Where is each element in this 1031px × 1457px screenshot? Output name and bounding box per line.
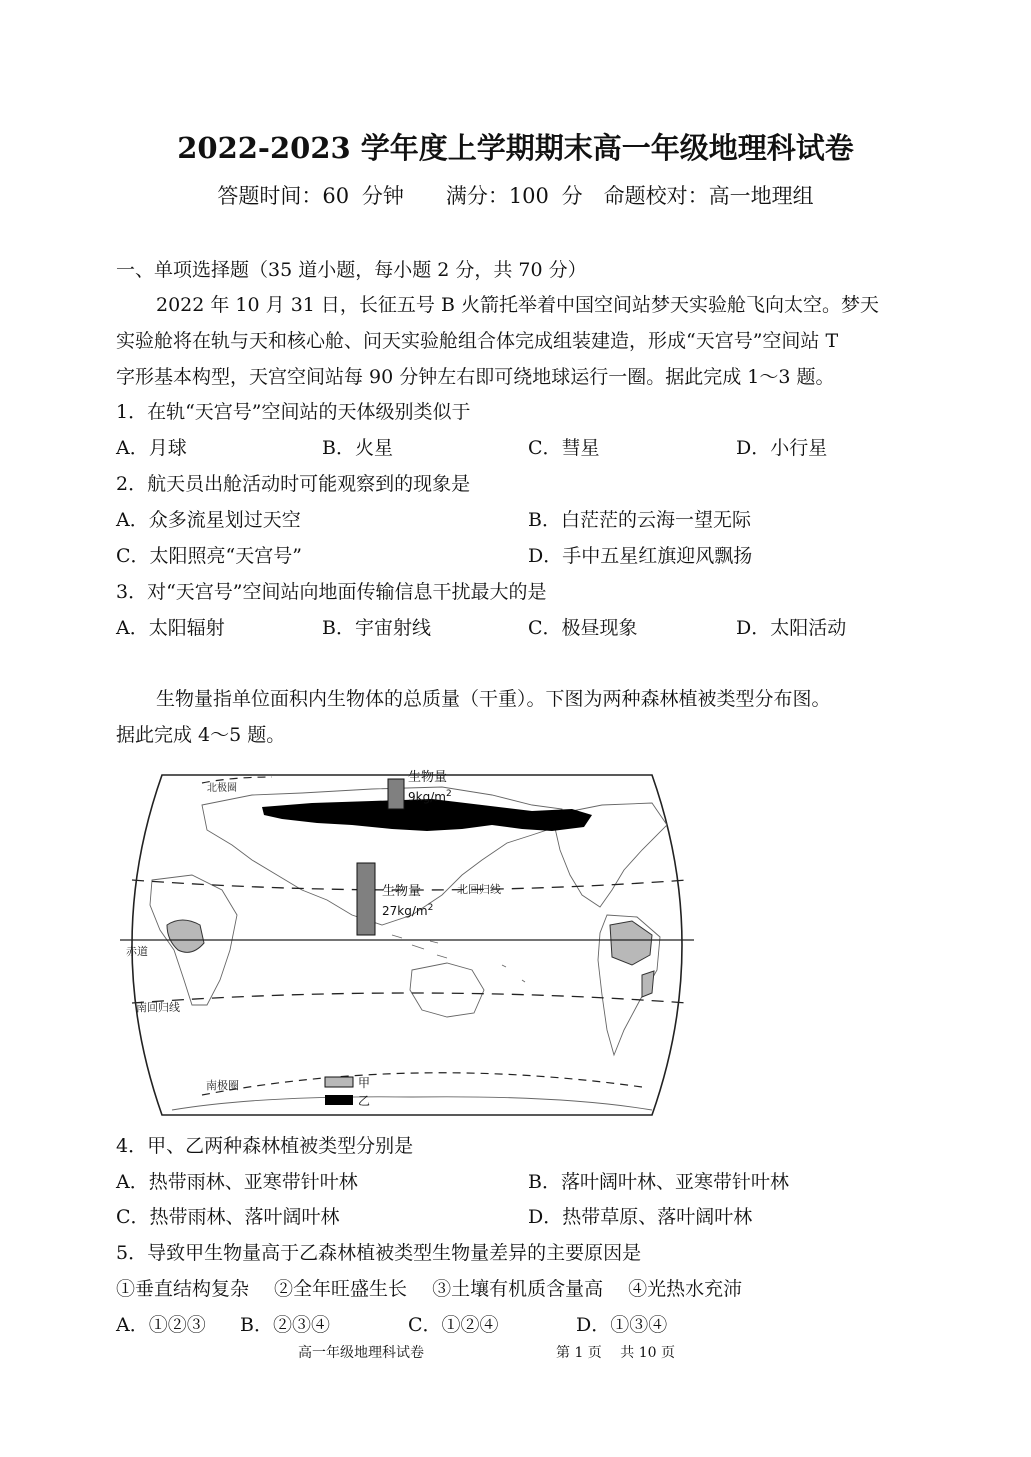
question-5-stem: 5．导致甲生物量高于乙森林植被类型生物量差异的主要原因是	[116, 1242, 642, 1264]
question-1-stem: 1．在轨“天宫号”空间站的天体级别类似于	[116, 401, 471, 423]
biomass-label: 生物量	[408, 770, 448, 785]
biomass-label: 生物量	[382, 884, 422, 899]
section-heading: 一、单项选择题（35 道小题，每小题 2 分，共 70 分）	[116, 259, 587, 281]
question-4-stem: 4．甲、乙两种森林植被类型分别是	[116, 1135, 414, 1157]
exam-subtitle: 答题时间：60 分钟 满分：100 分 命题校对：高一地理组	[217, 184, 814, 208]
option[interactable]: A．太阳辐射	[116, 617, 225, 639]
option[interactable]: D．手中五星红旗迎风飘扬	[528, 545, 753, 567]
option[interactable]: B．火星	[322, 437, 393, 459]
option[interactable]: C．太阳照亮“天宫号”	[116, 545, 302, 567]
passage-line: 2022 年 10 月 31 日，长征五号 B 火箭托举着中国空间站梦天实验舱飞向太空。梦天	[156, 294, 879, 316]
option[interactable]: A．热带雨林、亚寒带针叶林	[116, 1171, 358, 1193]
option[interactable]: D．小行星	[736, 437, 828, 459]
option[interactable]: B．宇宙射线	[322, 617, 431, 639]
option[interactable]: C．热带雨林、落叶阔叶林	[116, 1206, 340, 1228]
legend-swatch-yi	[325, 1095, 353, 1105]
option[interactable]: D．热带草原、落叶阔叶林	[528, 1206, 753, 1228]
exam-title: 2022-2023 学年度上学期期末高一年级地理科试卷	[177, 131, 854, 165]
biomass-bar-yi	[388, 779, 404, 809]
label-equator: 赤道	[126, 945, 148, 958]
question-5-statements: ①垂直结构复杂 ②全年旺盛生长 ③土壤有机质含量高 ④光热水充沛	[116, 1278, 743, 1300]
footer-left: 高一年级地理科试卷	[298, 1345, 424, 1361]
label-arctic-circle: 北极圈	[207, 783, 237, 794]
option[interactable]: A．众多流星划过天空	[116, 509, 301, 531]
option[interactable]: A．①②③	[116, 1314, 206, 1336]
passage-line: 实验舱将在轨与天和核心舱、问天实验舱组合体完成组装建造，形成“天宫号”空间站 T	[116, 330, 839, 352]
passage-line: 字形基本构型，天宫空间站每 90 分钟左右即可绕地球运行一圈。据此完成 1～3 题。	[116, 366, 835, 388]
option[interactable]: C．①②④	[408, 1314, 499, 1336]
forest-distribution-map	[112, 765, 702, 1125]
option[interactable]: B．②③④	[240, 1314, 330, 1336]
option[interactable]: A．月球	[116, 437, 187, 459]
legend-label-jia: 甲	[358, 1076, 371, 1090]
option[interactable]: C．极昼现象	[528, 617, 638, 639]
footer-page-number: 第 1 页 共 10 页	[556, 1345, 675, 1361]
biomass-value: $27kg/m^2$	[382, 903, 434, 918]
passage-line: 生物量指单位面积内生物体的总质量（干重）。下图为两种森林植被类型分布图。	[156, 688, 831, 710]
option[interactable]: D．太阳活动	[736, 617, 847, 639]
legend-label-yi: 乙	[358, 1094, 371, 1108]
biomass-bar-jia	[357, 863, 375, 935]
label-antarctic-circle: 南极圈	[206, 1079, 239, 1092]
option[interactable]: B．落叶阔叶林、亚寒带针叶林	[528, 1171, 789, 1193]
option[interactable]: D．①③④	[576, 1314, 668, 1336]
legend-swatch-jia	[325, 1077, 353, 1087]
biomass-value: $9kg/m^2$	[408, 789, 452, 804]
forest-jia-region	[642, 971, 654, 997]
question-2-stem: 2．航天员出舱活动时可能观察到的现象是	[116, 473, 471, 495]
passage-line: 据此完成 4～5 题。	[116, 724, 286, 746]
option[interactable]: B．白茫茫的云海一望无际	[528, 509, 751, 531]
option[interactable]: C．彗星	[528, 437, 600, 459]
question-3-stem: 3．对“天宫号”空间站向地面传输信息干扰最大的是	[116, 581, 547, 603]
label-tropic-of-capricorn: 南回归线	[136, 1001, 180, 1014]
label-tropic-of-cancer: 北回归线	[457, 883, 501, 896]
